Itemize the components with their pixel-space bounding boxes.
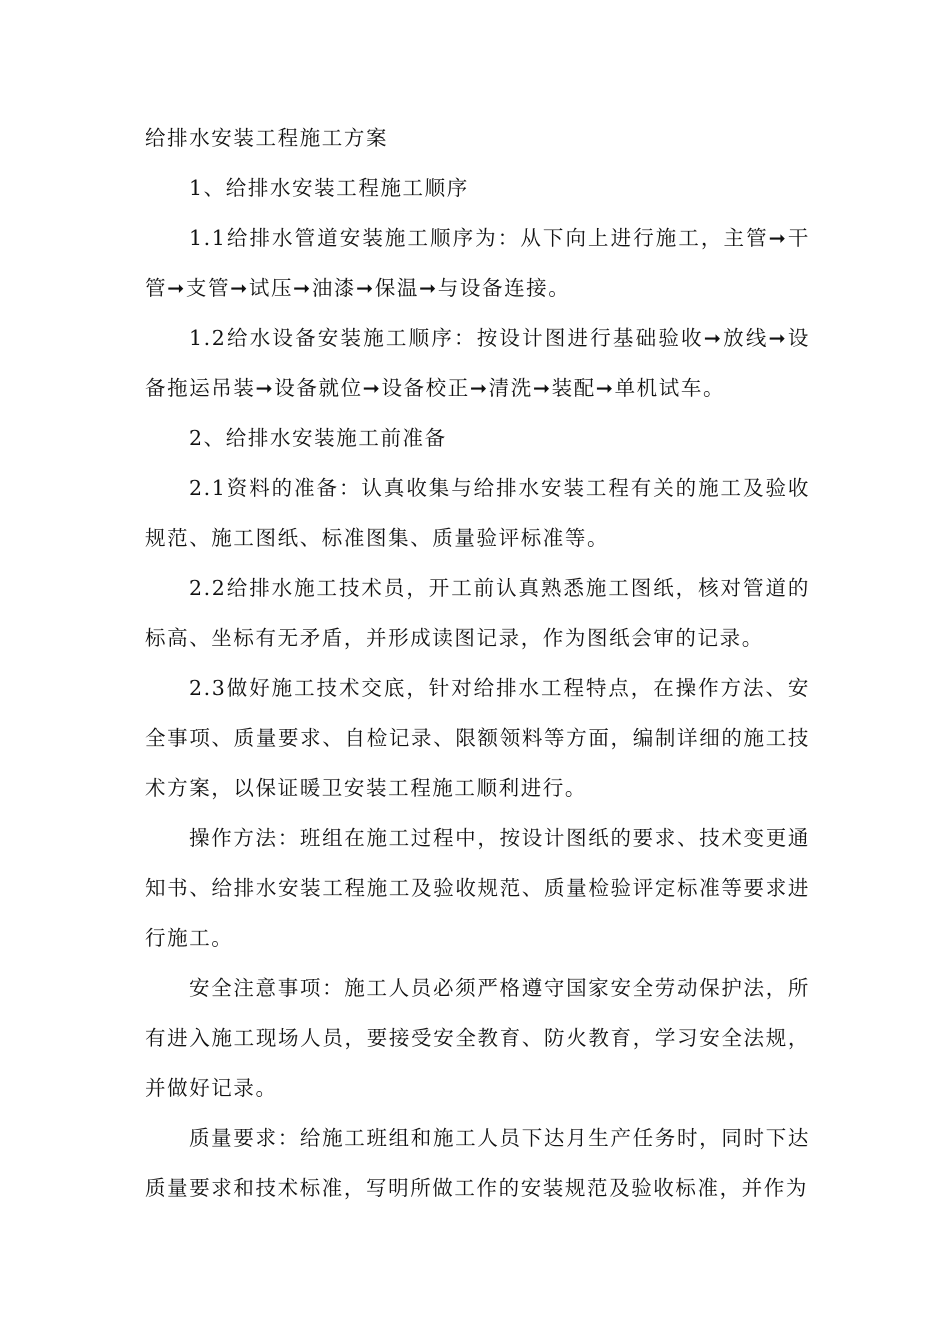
paragraph-operation-method: 操作方法：班组在施工过程中，按设计图纸的要求、技术变更通知书、给排水安装工程施工及验收规范、质量检验评定标准等要求进行施工。	[145, 826, 810, 950]
paragraph-2-2: 2.2给排水施工技术员，开工前认真熟悉施工图纸，核对管道的标高、坐标有无矛盾，并形成读图记录，作为图纸会审的记录。	[145, 576, 810, 650]
paragraph-2-1: 2.1资料的准备：认真收集与给排水安装工程有关的施工及验收规范、施工图纸、标准图集、质量验评标准等。	[145, 476, 810, 550]
paragraph-1-2: 1.2给水设备安装施工顺序：按设计图进行基础验收➞放线➞设备拖运吊装➞设备就位➞设备校正➞清洗➞装配➞单机试车。	[145, 326, 810, 400]
document-body	[145, 113, 810, 1213]
section-heading-1: 1、给排水安装工程施工顺序	[189, 176, 469, 200]
paragraph-1-1: 1.1给排水管道安装施工顺序为：从下向上进行施工，主管➞干管➞支管➞试压➞油漆➞保温➞与设备连接。	[145, 226, 810, 300]
paragraph-2-3: 2.3做好施工技术交底，针对给排水工程特点，在操作方法、安全事项、质量要求、自检记录、限额领料等方面，编制详细的施工技术方案，以保证暖卫安装工程施工顺利进行。	[145, 676, 810, 800]
paragraph-safety-notes: 安全注意事项：施工人员必须严格遵守国家安全劳动保护法，所有进入施工现场人员，要接受安全教育、防火教育，学习安全法规，并做好记录。	[145, 976, 810, 1100]
document-title: 给排水安装工程施工方案	[145, 126, 389, 150]
paragraph-quality-requirements: 质量要求：给施工班组和施工人员下达月生产任务时，同时下达质量要求和技术标准，写明所做工作的安装规范及验收标准，并作为	[145, 1126, 810, 1200]
section-heading-2: 2、给排水安装施工前准备	[189, 426, 447, 450]
